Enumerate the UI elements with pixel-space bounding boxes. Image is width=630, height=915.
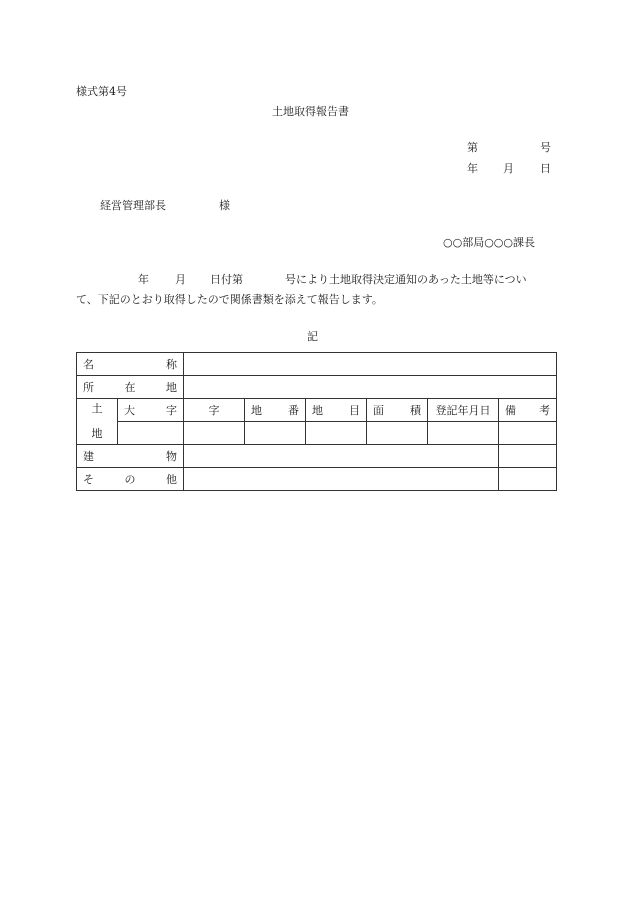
form-number: 様式第4号 [76, 85, 127, 98]
header-bikou: 備 考 [499, 399, 557, 422]
value-building [184, 445, 499, 468]
value-other [184, 468, 499, 491]
addressee-name: 経営管理部長 [100, 199, 166, 212]
header-chiban: 地 番 [245, 399, 306, 422]
value-other-note [499, 468, 557, 491]
value-chiban [245, 422, 306, 445]
body-month: 月 [175, 273, 186, 286]
row-name [77, 353, 557, 376]
document-title: 土地取得報告書 [272, 105, 349, 118]
body-line2: て、下記のとおり取得したので関係書類を添えて報告します。 [76, 293, 383, 306]
ki-label: 記 [307, 330, 318, 343]
value-chimoku [306, 422, 367, 445]
body-dated: 日付第 [210, 273, 243, 286]
header-aza: 字 [184, 399, 245, 422]
value-aza [184, 422, 245, 445]
value-oaza [118, 422, 184, 445]
body-line1-rest: 号により土地取得決定通知のあった土地等につい [285, 273, 527, 286]
date-day: 日 [540, 162, 551, 175]
header-touki: 登記年月日 [428, 399, 499, 422]
label-location: 所 在 地 [77, 376, 184, 399]
label-name: 名 称 [77, 353, 184, 376]
doc-number-suffix: 号 [540, 141, 551, 154]
value-building-note [499, 445, 557, 468]
row-location [77, 376, 557, 399]
land-acquisition-table [76, 352, 557, 491]
value-touki [428, 422, 499, 445]
header-oaza: 大 字 [118, 399, 184, 422]
row-land-header [77, 399, 557, 422]
doc-number-prefix: 第 [467, 141, 478, 154]
row-land-values [77, 422, 557, 445]
addressee-honorific: 様 [219, 199, 230, 212]
date-year: 年 [467, 162, 478, 175]
label-other: そ の 他 [77, 468, 184, 491]
value-bikou [499, 422, 557, 445]
value-name [184, 353, 557, 376]
label-building: 建 物 [77, 445, 184, 468]
header-chimoku: 地 目 [306, 399, 367, 422]
sender: ○○部局○○○課長 [443, 236, 535, 249]
date-month: 月 [503, 162, 514, 175]
header-menseki: 面 積 [367, 399, 428, 422]
row-building [77, 445, 557, 468]
value-menseki [367, 422, 428, 445]
body-year: 年 [138, 273, 149, 286]
value-location [184, 376, 557, 399]
row-other [77, 468, 557, 491]
label-land: 土 地 [77, 399, 118, 445]
